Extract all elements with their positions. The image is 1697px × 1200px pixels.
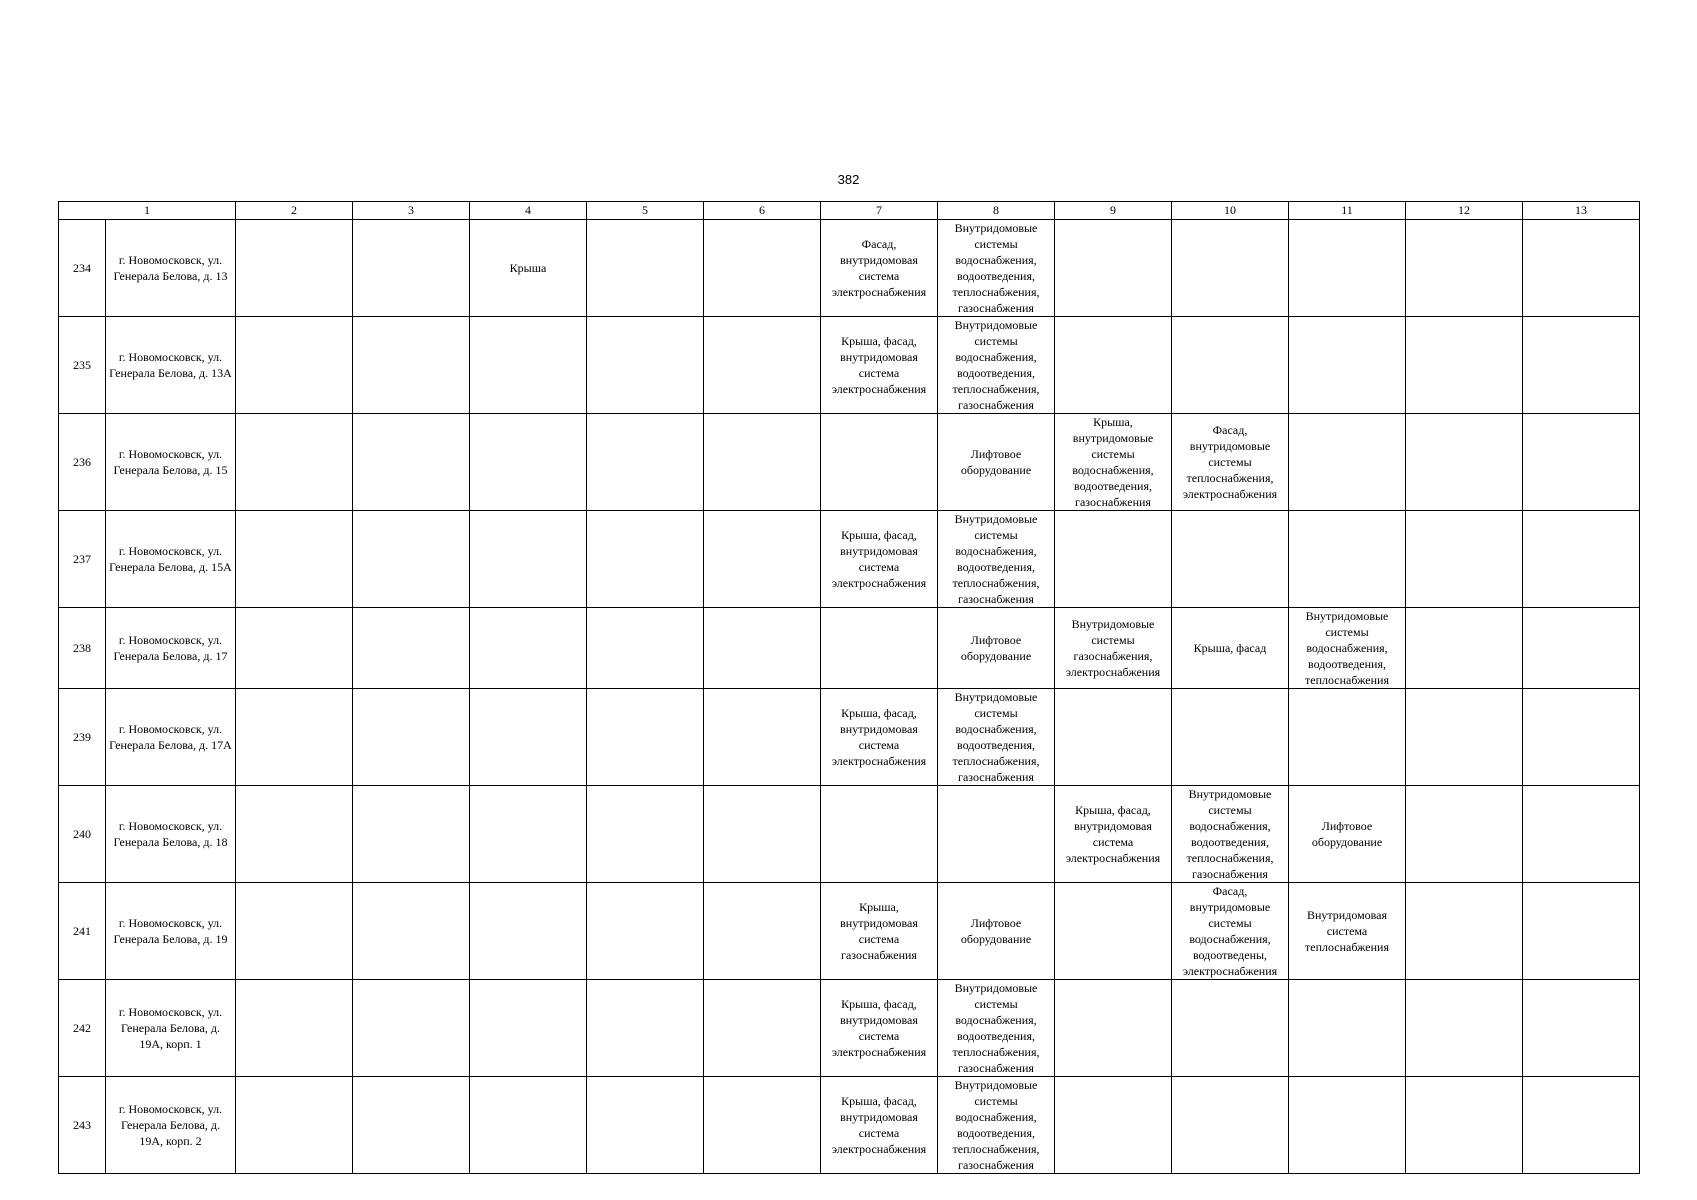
cell-col-2 [236, 220, 353, 317]
column-header-8: 8 [938, 202, 1055, 220]
row-address: г. Новомосковск, ул. Генерала Белова, д. 17 [106, 608, 236, 689]
cell-col-9 [1055, 689, 1172, 786]
cell-col-12 [1406, 883, 1523, 980]
row-address: г. Новомосковск, ул. Генерала Белова, д. 18 [106, 786, 236, 883]
cell-col-13 [1523, 689, 1640, 786]
cell-col-3 [353, 689, 470, 786]
row-address: г. Новомосковск, ул. Генерала Белова, д. 15 [106, 414, 236, 511]
row-number: 238 [59, 608, 106, 689]
page-number: 382 [837, 172, 860, 187]
cell-col-4 [470, 414, 587, 511]
cell-col-13 [1523, 220, 1640, 317]
cell-col-6 [704, 689, 821, 786]
cell-col-5 [587, 980, 704, 1077]
cell-col-5 [587, 317, 704, 414]
cell-col-5 [587, 414, 704, 511]
cell-col-11: Лифтовое оборудование [1289, 786, 1406, 883]
cell-col-2 [236, 608, 353, 689]
cell-col-7 [821, 786, 938, 883]
row-address: г. Новомосковск, ул. Генерала Белова, д. 19А, корп. 2 [106, 1077, 236, 1174]
row-number: 237 [59, 511, 106, 608]
cell-col-7 [821, 414, 938, 511]
column-header-5: 5 [587, 202, 704, 220]
cell-col-8: Внутридомовые системы водоснабжения, водоотведения, теплоснабжения, газоснабжения [938, 689, 1055, 786]
table-row [59, 689, 1640, 786]
cell-col-6 [704, 511, 821, 608]
row-number: 241 [59, 883, 106, 980]
row-address: г. Новомосковск, ул. Генерала Белова, д. 13 [106, 220, 236, 317]
table-body [59, 202, 1640, 1174]
row-number: 236 [59, 414, 106, 511]
cell-col-3 [353, 414, 470, 511]
table-row [59, 786, 1640, 883]
row-address: г. Новомосковск, ул. Генерала Белова, д. 19А, корп. 1 [106, 980, 236, 1077]
cell-col-6 [704, 980, 821, 1077]
column-header-3: 3 [353, 202, 470, 220]
cell-col-7: Крыша, фасад, внутридомовая система электроснабжения [821, 317, 938, 414]
table-row [59, 980, 1640, 1077]
cell-col-8: Лифтовое оборудование [938, 608, 1055, 689]
cell-col-8: Внутридомовые системы водоснабжения, водоотведения, теплоснабжения, газоснабжения [938, 220, 1055, 317]
cell-col-4 [470, 883, 587, 980]
cell-col-8: Внутридомовые системы водоснабжения, водоотведения, теплоснабжения, газоснабжения [938, 511, 1055, 608]
table-row [59, 220, 1640, 317]
column-header-13: 13 [1523, 202, 1640, 220]
cell-col-12 [1406, 608, 1523, 689]
column-header-6: 6 [704, 202, 821, 220]
cell-col-9: Внутридомовые системы газоснабжения, электроснабжения [1055, 608, 1172, 689]
cell-col-3 [353, 883, 470, 980]
cell-col-4 [470, 689, 587, 786]
cell-col-11 [1289, 414, 1406, 511]
cell-col-10 [1172, 511, 1289, 608]
cell-col-9 [1055, 511, 1172, 608]
table-row [59, 608, 1640, 689]
cell-col-10: Фасад, внутридомовые системы теплоснабжения, электроснабжения [1172, 414, 1289, 511]
cell-col-7: Крыша, фасад, внутридомовая система электроснабжения [821, 980, 938, 1077]
cell-col-12 [1406, 511, 1523, 608]
cell-col-6 [704, 786, 821, 883]
cell-col-12 [1406, 220, 1523, 317]
cell-col-4 [470, 608, 587, 689]
cell-col-10 [1172, 220, 1289, 317]
cell-col-7: Крыша, внутридомовая система газоснабжения [821, 883, 938, 980]
table-row [59, 1077, 1640, 1174]
cell-col-12 [1406, 980, 1523, 1077]
cell-col-6 [704, 317, 821, 414]
cell-col-4: Крыша [470, 220, 587, 317]
cell-col-3 [353, 511, 470, 608]
row-number: 242 [59, 980, 106, 1077]
cell-col-12 [1406, 786, 1523, 883]
cell-col-4 [470, 511, 587, 608]
cell-col-12 [1406, 317, 1523, 414]
cell-col-4 [470, 1077, 587, 1174]
cell-col-9 [1055, 980, 1172, 1077]
cell-col-5 [587, 689, 704, 786]
cell-col-5 [587, 1077, 704, 1174]
cell-col-11 [1289, 511, 1406, 608]
row-address: г. Новомосковск, ул. Генерала Белова, д. 19 [106, 883, 236, 980]
cell-col-13 [1523, 786, 1640, 883]
cell-col-7: Крыша, фасад, внутридомовая система электроснабжения [821, 511, 938, 608]
cell-col-4 [470, 317, 587, 414]
cell-col-2 [236, 786, 353, 883]
cell-col-12 [1406, 689, 1523, 786]
table-row [59, 511, 1640, 608]
cell-col-2 [236, 317, 353, 414]
row-address: г. Новомосковск, ул. Генерала Белова, д. 13А [106, 317, 236, 414]
cell-col-11 [1289, 1077, 1406, 1174]
cell-col-3 [353, 786, 470, 883]
column-header-4: 4 [470, 202, 587, 220]
cell-col-2 [236, 414, 353, 511]
column-header-7: 7 [821, 202, 938, 220]
cell-col-10 [1172, 1077, 1289, 1174]
cell-col-3 [353, 1077, 470, 1174]
cell-col-11 [1289, 980, 1406, 1077]
cell-col-9 [1055, 317, 1172, 414]
cell-col-4 [470, 786, 587, 883]
table-row [59, 317, 1640, 414]
cell-col-2 [236, 1077, 353, 1174]
cell-col-8 [938, 786, 1055, 883]
cell-col-3 [353, 220, 470, 317]
row-number: 239 [59, 689, 106, 786]
row-number: 235 [59, 317, 106, 414]
cell-col-9: Крыша, фасад, внутридомовая система электроснабжения [1055, 786, 1172, 883]
cell-col-3 [353, 980, 470, 1077]
column-header-row [59, 202, 1640, 220]
cell-col-13 [1523, 1077, 1640, 1174]
cell-col-13 [1523, 511, 1640, 608]
cell-col-7: Крыша, фасад, внутридомовая система электроснабжения [821, 1077, 938, 1174]
column-header-1: 1 [59, 202, 236, 220]
cell-col-9 [1055, 883, 1172, 980]
cell-col-10: Внутридомовые системы водоснабжения, водоотведения, теплоснабжения, газоснабжения [1172, 786, 1289, 883]
cell-col-6 [704, 883, 821, 980]
column-header-10: 10 [1172, 202, 1289, 220]
row-number: 243 [59, 1077, 106, 1174]
cell-col-3 [353, 317, 470, 414]
cell-col-2 [236, 689, 353, 786]
column-header-12: 12 [1406, 202, 1523, 220]
cell-col-10 [1172, 317, 1289, 414]
cell-col-5 [587, 883, 704, 980]
row-number: 240 [59, 786, 106, 883]
cell-col-12 [1406, 1077, 1523, 1174]
cell-col-8: Внутридомовые системы водоснабжения, водоотведения, теплоснабжения, газоснабжения [938, 980, 1055, 1077]
column-header-9: 9 [1055, 202, 1172, 220]
cell-col-11 [1289, 689, 1406, 786]
cell-col-8: Внутридомовые системы водоснабжения, водоотведения, теплоснабжения, газоснабжения [938, 317, 1055, 414]
cell-col-4 [470, 980, 587, 1077]
cell-col-5 [587, 786, 704, 883]
cell-col-12 [1406, 414, 1523, 511]
table-row [59, 414, 1640, 511]
cell-col-13 [1523, 317, 1640, 414]
cell-col-5 [587, 511, 704, 608]
cell-col-5 [587, 608, 704, 689]
row-address: г. Новомосковск, ул. Генерала Белова, д. 17А [106, 689, 236, 786]
cell-col-7: Фасад, внутридомовая система электроснабжения [821, 220, 938, 317]
row-number: 234 [59, 220, 106, 317]
cell-col-9 [1055, 220, 1172, 317]
cell-col-6 [704, 414, 821, 511]
cell-col-8: Лифтовое оборудование [938, 414, 1055, 511]
cell-col-8: Внутридомовые системы водоснабжения, водоотведения, теплоснабжения, газоснабжения [938, 1077, 1055, 1174]
cell-col-10 [1172, 689, 1289, 786]
cell-col-2 [236, 883, 353, 980]
column-header-2: 2 [236, 202, 353, 220]
cell-col-13 [1523, 608, 1640, 689]
cell-col-2 [236, 980, 353, 1077]
cell-col-9: Крыша, внутридомовые системы водоснабжения, водоотведения, газоснабжения [1055, 414, 1172, 511]
cell-col-8: Лифтовое оборудование [938, 883, 1055, 980]
schedule-table [58, 201, 1640, 1174]
cell-col-11 [1289, 220, 1406, 317]
cell-col-13 [1523, 414, 1640, 511]
cell-col-10 [1172, 980, 1289, 1077]
cell-col-11: Внутридомовая система теплоснабжения [1289, 883, 1406, 980]
row-address: г. Новомосковск, ул. Генерала Белова, д. 15А [106, 511, 236, 608]
cell-col-6 [704, 608, 821, 689]
cell-col-7: Крыша, фасад, внутридомовая система электроснабжения [821, 689, 938, 786]
cell-col-2 [236, 511, 353, 608]
cell-col-11 [1289, 317, 1406, 414]
cell-col-6 [704, 220, 821, 317]
cell-col-13 [1523, 980, 1640, 1077]
column-header-11: 11 [1289, 202, 1406, 220]
table-row [59, 883, 1640, 980]
cell-col-10: Фасад, внутридомовые системы водоснабжения, водоотведены, электроснабжения [1172, 883, 1289, 980]
cell-col-3 [353, 608, 470, 689]
cell-col-10: Крыша, фасад [1172, 608, 1289, 689]
cell-col-11: Внутридомовые системы водоснабжения, водоотведения, теплоснабжения [1289, 608, 1406, 689]
cell-col-5 [587, 220, 704, 317]
cell-col-7 [821, 608, 938, 689]
cell-col-6 [704, 1077, 821, 1174]
cell-col-9 [1055, 1077, 1172, 1174]
cell-col-13 [1523, 883, 1640, 980]
